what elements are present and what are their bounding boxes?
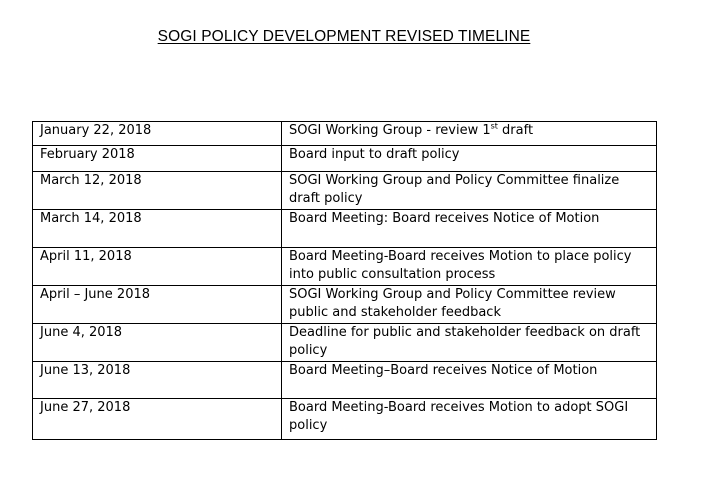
- table-row: [33, 324, 657, 362]
- date-cell: June 13, 2018: [33, 362, 282, 399]
- table-row: [33, 122, 657, 146]
- date-cell: April 11, 2018: [33, 248, 282, 286]
- date-cell: February 2018: [33, 146, 282, 172]
- table-row: [33, 146, 657, 172]
- date-cell: June 4, 2018: [33, 324, 282, 362]
- event-cell: SOGI Working Group and Policy Committee finalize draft policy: [282, 172, 657, 210]
- event-cell: Board Meeting: Board receives Notice of Motion: [282, 210, 657, 248]
- table-row: [33, 399, 657, 440]
- event-cell: Board Meeting–Board receives Notice of Motion: [282, 362, 657, 399]
- date-cell: January 22, 2018: [33, 122, 282, 146]
- table-row: [33, 286, 657, 324]
- event-cell: SOGI Working Group - review 1st draft: [282, 122, 657, 146]
- date-cell: June 27, 2018: [33, 399, 282, 440]
- date-cell: March 14, 2018: [33, 210, 282, 248]
- event-cell: Board Meeting-Board receives Motion to place policy into public consultation process: [282, 248, 657, 286]
- document-title: SOGI POLICY DEVELOPMENT REVISED TIMELINE: [157, 28, 531, 45]
- table-row: [33, 248, 657, 286]
- table-row: [33, 362, 657, 399]
- superscript: st: [490, 121, 498, 131]
- event-cell: Deadline for public and stakeholder feedback on draft policy: [282, 324, 657, 362]
- event-cell: Board input to draft policy: [282, 146, 657, 172]
- event-cell: Board Meeting-Board receives Motion to adopt SOGI policy: [282, 399, 657, 440]
- table-row: [33, 172, 657, 210]
- date-cell: April – June 2018: [33, 286, 282, 324]
- timeline-table: [32, 121, 657, 440]
- event-cell: SOGI Working Group and Policy Committee review public and stakeholder feedback: [282, 286, 657, 324]
- table-row: [33, 210, 657, 248]
- date-cell: March 12, 2018: [33, 172, 282, 210]
